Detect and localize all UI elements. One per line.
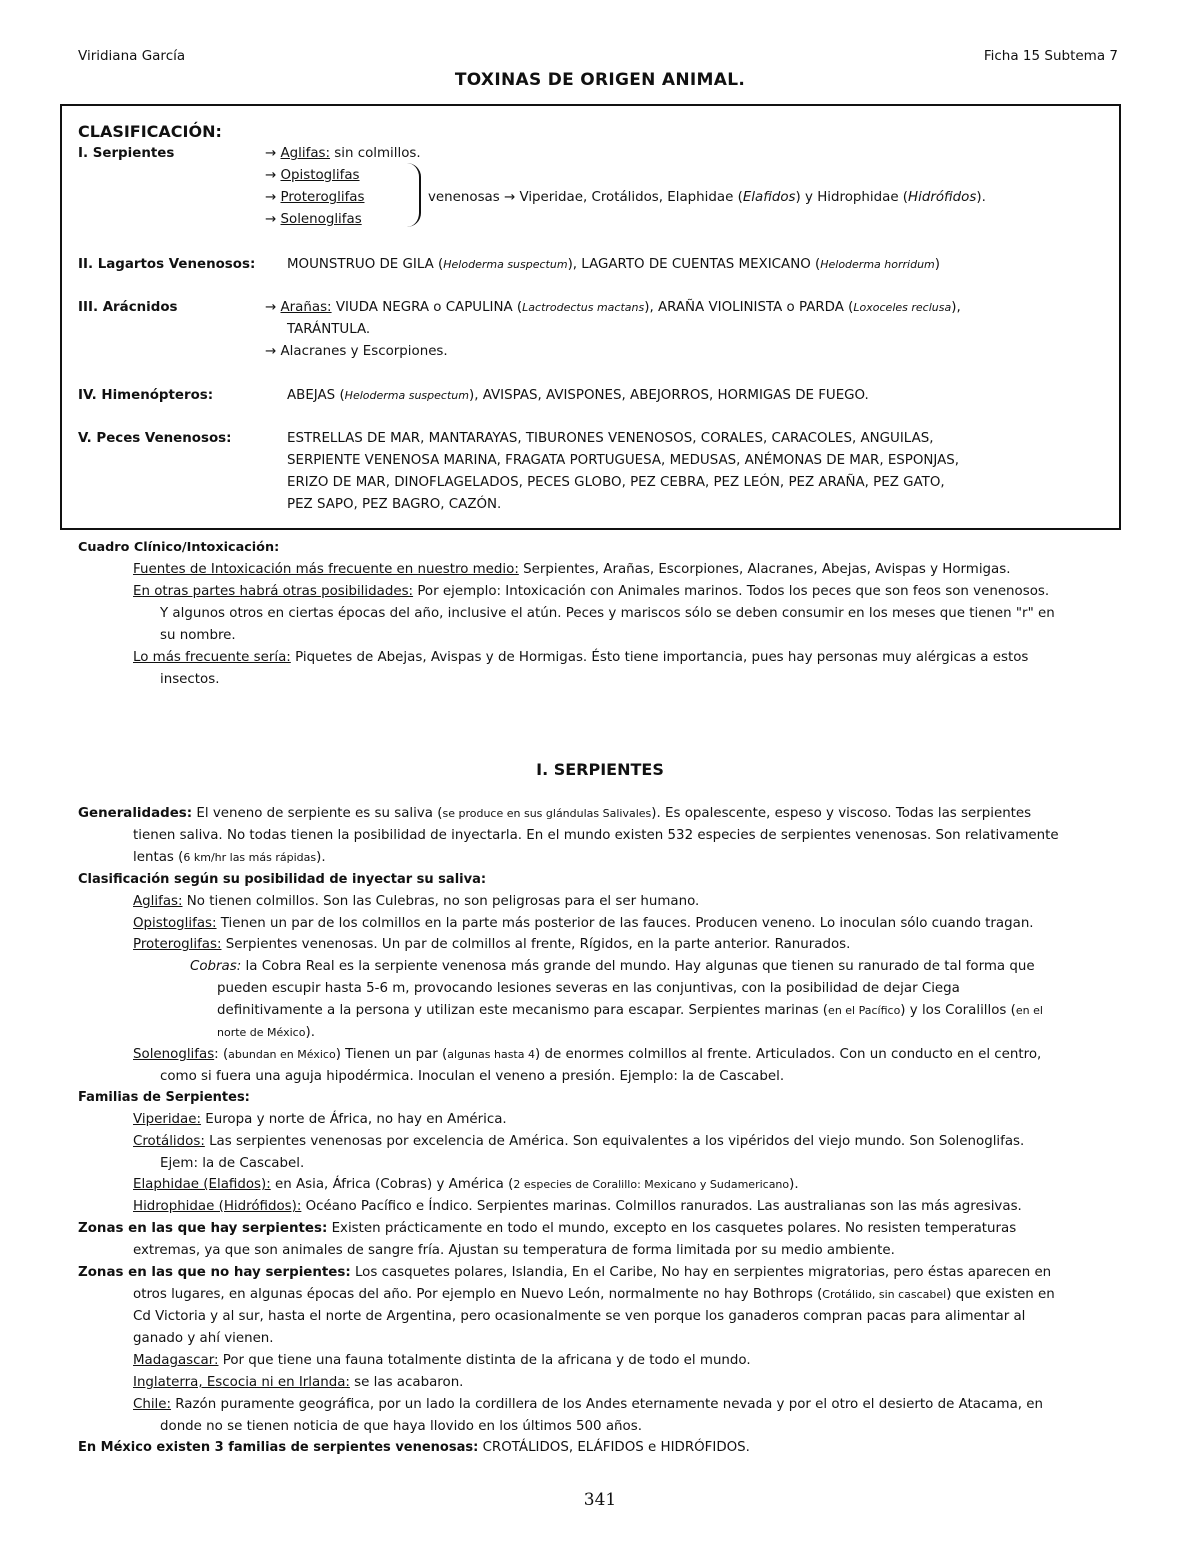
chile-line: Chile: Razón puramente geográfica, por un lado la cordillera de los Andes eternamente nevada y por el otro el desierto de Atacama, en xyxy=(133,1397,1044,1412)
aglifas-term: Aglifas: xyxy=(280,146,331,161)
solenoglifas-desc: Solenoglifas: (abundan en México) Tienen un par (algunas hasta 4) de enormes colmillos al frente. Articulados. Con un conducto en el centro, xyxy=(133,1047,1042,1062)
cobras-line-1: Cobras: la Cobra Real es la serpiente venenosa más grande del mundo. Hay algunas que tienen su ranurado de tal forma que xyxy=(190,959,1035,974)
himenopteros-label: IV. Himenópteros: xyxy=(78,388,214,403)
elaphidae-desc: Elaphidae (Elafidos): en Asia, África (Cobras) y América (2 especies de Coralillo: Mexicano y Sudamericano). xyxy=(133,1177,799,1192)
aglifas-line: → Aglifas: sin colmillos. xyxy=(265,146,421,161)
section-title: I. SERPIENTES xyxy=(536,760,664,779)
arrow-icon: → xyxy=(265,300,277,315)
arrow-icon: → xyxy=(265,146,277,161)
venenosas-line: venenosas → Viperidae, Crotálidos, Elaphidae (Elafidos) y Hidrophidae (Hidrófidos). xyxy=(428,190,986,205)
ficha-label: Ficha 15 Subtema 7 xyxy=(983,48,1118,64)
lagartos-label: II. Lagartos Venenosos: xyxy=(78,257,256,272)
peces-line-1: ESTRELLAS DE MAR, MANTARAYAS, TIBURONES VENENOSOS, CORALES, CARACOLES, ANGUILAS, xyxy=(287,431,934,446)
solenoglifas-desc-2: como si fuera una aguja hipodérmica. Inoculan el veneno a presión. Ejemplo: la de Cascabel. xyxy=(160,1069,785,1084)
aranas-line: → Arañas: VIUDA NEGRA o CAPULINA (Lactrodectus mactans), ARAÑA VIOLINISTA o PARDA (Loxoceles reclusa), xyxy=(265,300,961,315)
generalidades-line-2: tienen saliva. No todas tienen la posibilidad de inyectarla. En el mundo existen 532 especies de serpientes venenosas. Son relativamente xyxy=(133,828,1059,843)
generalidades-line-3: lentas (6 km/hr las más rápidas). xyxy=(133,850,326,865)
tarantula-text: TARÁNTULA. xyxy=(287,322,371,337)
opistoglifas-term: Opistoglifas xyxy=(280,168,360,183)
serpientes-label: I. Serpientes xyxy=(78,146,175,161)
fuentes-line: Fuentes de Intoxicación más frecuente en nuestro medio: Serpientes, Arañas, Escorpiones, Alacranes, Abejas, Avispas y Hormigas. xyxy=(133,562,1011,577)
otras-line: En otras partes habrá otras posibilidades: Por ejemplo: Intoxicación con Animales marinos. Todos los peces que son feos son venenosos. xyxy=(133,584,1050,599)
peces-line-2: SERPIENTE VENENOSA MARINA, FRAGATA PORTUGUESA, MEDUSAS, ANÉMONAS DE MAR, ESPONJAS, xyxy=(287,453,960,468)
proteroglifas-term: Proteroglifas xyxy=(280,190,365,205)
classification-heading: CLASIFICACIÓN: xyxy=(78,122,222,141)
familias-heading: Familias de Serpientes: xyxy=(78,1090,250,1105)
nozonas-line-3: Cd Victoria y al sur, hasta el norte de Argentina, pero ocasionalmente se ven porque los ganaderos compran pacas para alimentar al xyxy=(133,1309,1026,1324)
zonas-line-2: extremas, ya que son animales de sangre fría. Ajustan su temperatura de forma limitada por su medio ambiente. xyxy=(133,1243,895,1258)
arrow-icon: → xyxy=(265,190,277,205)
proteroglifas-desc: Proteroglifas: Serpientes venenosas. Un par de colmillos al frente, Rígidos, en la parte anterior. Ranurados. xyxy=(133,937,851,952)
aracnidos-label: III. Arácnidos xyxy=(78,300,178,315)
cobras-line-4: norte de México). xyxy=(217,1025,315,1040)
arrow-icon: → xyxy=(265,344,277,359)
clasificacion-heading: Clasificación según su posibilidad de inyectar su saliva: xyxy=(78,872,487,887)
viperidae-desc: Viperidae: Europa y norte de África, no hay en América. xyxy=(133,1112,507,1127)
cobras-line-3: definitivamente a la persona y utilizan este mecanismo para escapar. Serpientes marinas (en el Pacífico) y los Coralillos (en el xyxy=(217,1003,1043,1018)
himenopteros-text: ABEJAS (Heloderma suspectum), AVISPAS, AVISPONES, ABEJORROS, HORMIGAS DE FUEGO. xyxy=(287,388,869,403)
cobras-line-2: pueden escupir hasta 5-6 m, provocando lesiones severas en las conjuntivas, con la posibilidad de dejar Ciega xyxy=(217,981,960,996)
nozonas-line-2: otros lugares, en algunas épocas del año. Por ejemplo en Nuevo León, normalmente no hay Bothrops (Crotálido, sin cascabel) que existen en xyxy=(133,1287,1055,1302)
solenoglifas-term: Solenoglifas xyxy=(280,212,362,227)
chile-line-2: donde no se tienen noticia de que haya llovido en los últimos 500 años. xyxy=(160,1419,642,1434)
hidrophidae-desc: Hidrophidae (Hidrófidos): Océano Pacífico e Índico. Serpientes marinas. Colmillos ranurados. Las australianas son las más agresivas. xyxy=(133,1199,1022,1214)
brace-icon xyxy=(405,163,421,227)
generalidades-line: Generalidades: El veneno de serpiente es su saliva (se produce en sus glándulas Salivales). Es opalescente, espeso y viscoso. Todas las serpientes xyxy=(78,806,1032,821)
page-number: 341 xyxy=(583,1490,617,1510)
arrow-icon: → xyxy=(265,212,277,227)
lagartos-text: MOUNSTRUO DE GILA (Heloderma suspectum), LAGARTO DE CUENTAS MEXICANO (Heloderma horridum) xyxy=(287,257,940,272)
peces-line-4: PEZ SAPO, PEZ BAGRO, CAZÓN. xyxy=(287,497,502,512)
nozonas-line-4: ganado y ahí vienen. xyxy=(133,1331,274,1346)
inglaterra-line: Inglaterra, Escocia ni en Irlanda: se las acabaron. xyxy=(133,1375,464,1390)
crotalidos-desc: Crotálidos: Las serpientes venenosas por excelencia de América. Son equivalentes a los vipéridos del viejo mundo. Son Solenoglifas. xyxy=(133,1134,1025,1149)
arrow-icon: → xyxy=(265,168,277,183)
mexico-line: En México existen 3 familias de serpientes venenosas: CROTÁLIDOS, ELÁFIDOS e HIDRÓFIDOS. xyxy=(78,1440,750,1455)
frecuente-line: Lo más frecuente sería: Piquetes de Abejas, Avispas y de Hormigas. Ésto tiene importancia, pues hay personas muy alérgicas a estos xyxy=(133,650,1029,665)
aglifas-desc: Aglifas: No tienen colmillos. Son las Culebras, no son peligrosas para el ser humano. xyxy=(133,894,700,909)
peces-label: V. Peces Venenosos: xyxy=(78,431,232,446)
solenoglifas-line xyxy=(265,212,362,227)
crotalidos-desc-2: Ejem: la de Cascabel. xyxy=(160,1156,305,1171)
page-title: TOXINAS DE ORIGEN ANIMAL. xyxy=(454,70,746,90)
cuadro-heading: Cuadro Clínico/Intoxicación: xyxy=(78,540,280,555)
nozonas-line: Zonas en las que no hay serpientes: Los casquetes polares, Islandia, En el Caribe, No hay en serpientes migratorias, pero éstas aparecen en xyxy=(78,1265,1052,1280)
alacranes-line: → Alacranes y Escorpiones. xyxy=(265,344,448,359)
opistoglifas-desc: Opistoglifas: Tienen un par de los colmillos en la parte más posterior de las fauces. Producen veneno. Lo inoculan sólo cuando tragan. xyxy=(133,916,1034,931)
zonas-line: Zonas en las que hay serpientes: Existen prácticamente en todo el mundo, excepto en los casquetes polares. No resisten temperaturas xyxy=(78,1221,1017,1236)
peces-line-3: ERIZO DE MAR, DINOFLAGELADOS, PECES GLOBO, PEZ CEBRA, PEZ LEÓN, PEZ ARAÑA, PEZ GATO, xyxy=(287,475,945,490)
proteroglifas-line xyxy=(265,190,364,205)
frecuente-line-2: insectos. xyxy=(160,672,220,687)
opistoglifas-line xyxy=(265,168,360,183)
author-name: Viridiana García xyxy=(78,48,186,64)
otras-line-3: su nombre. xyxy=(160,628,236,643)
otras-line-2: Y algunos otros en ciertas épocas del año, inclusive el atún. Peces y mariscos sólo se deben consumir en los meses que tienen "r" en xyxy=(160,606,1055,621)
madagascar-line: Madagascar: Por que tiene una fauna totalmente distinta de la africana y de todo el mundo. xyxy=(133,1353,751,1368)
